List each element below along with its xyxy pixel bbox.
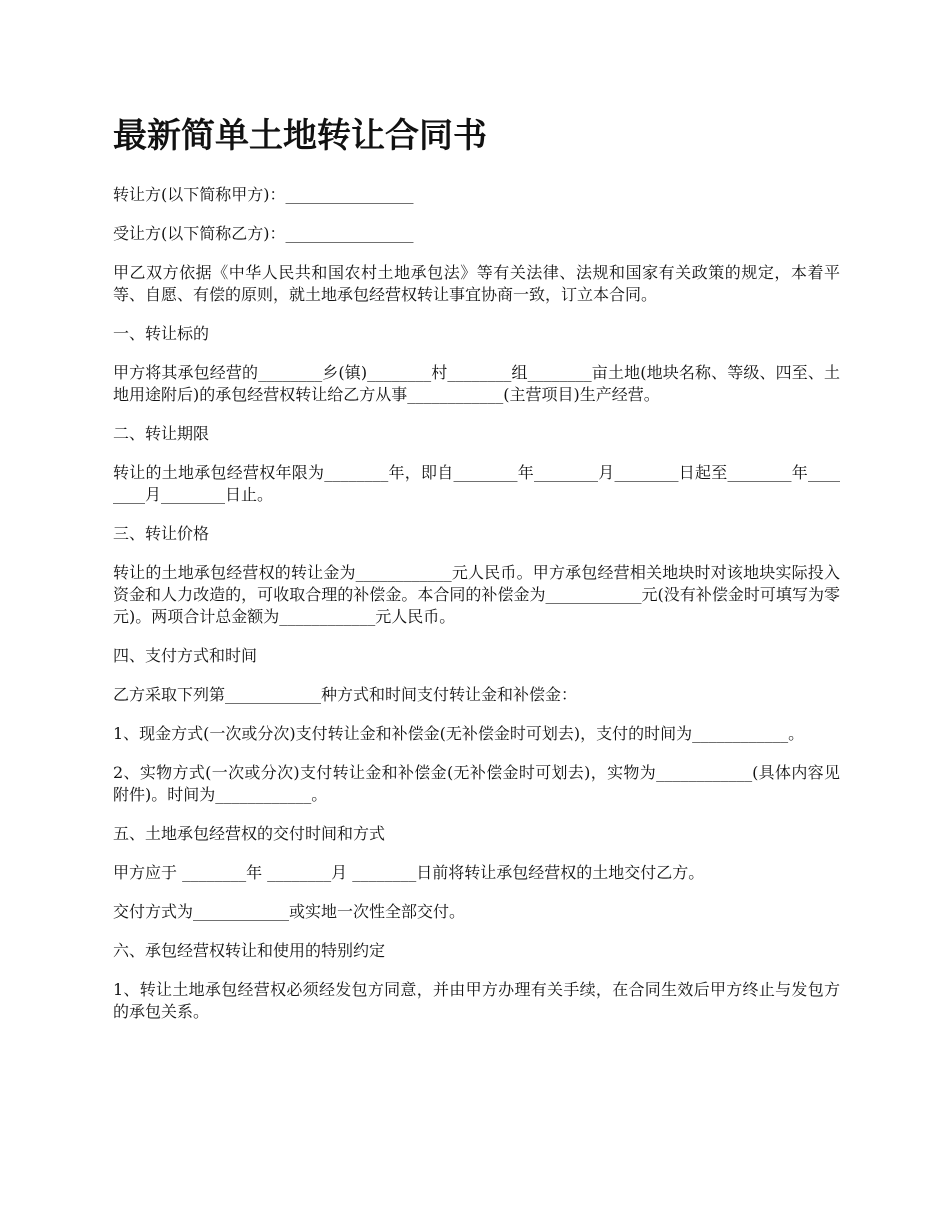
section-paragraph-delivery-method: 交付方式为____________或实地一次性全部交付。 — [113, 902, 466, 921]
section-heading-delivery: 五、土地承包经营权的交付时间和方式 — [113, 824, 386, 843]
preamble-paragraph: 甲乙双方依据《中华人民共和国农村土地承包法》等有关法律、法规和国家有关政策的规定，本着平等、自愿、有偿的原则，就土地承包经营权转让事宜协商一致，订立本合同。 — [113, 263, 840, 304]
section-paragraph-transfer-term: 转让的土地承包经营权年限为________年，即自________年________月________日起至________年________月________日止。 — [113, 463, 840, 504]
section-paragraph-transfer-price: 转让的土地承包经营权的转让金为____________元人民币。甲方承包经营相关地块时对该地块实际投入资金和人力改造的，可收取合理的补偿金。本合同的补偿金为____________元(没有补偿金时可填写为零元)。两项合计总金额为____________元人民币。 — [113, 563, 840, 626]
document-title: 最新简单土地转让合同书 — [113, 116, 487, 156]
section-heading-payment: 四、支付方式和时间 — [113, 646, 258, 665]
section-paragraph-payment-intro: 乙方采取下列第____________种方式和时间支付转让金和补偿金： — [113, 685, 578, 704]
section-paragraph-payment-cash: 1、现金方式(一次或分次)支付转让金和补偿金(无补偿金时可划去)，支付的时间为____________。 — [113, 724, 805, 743]
section-paragraph-special-terms-1: 1、转让土地承包经营权必须经发包方同意，并由甲方办理有关手续，在合同生效后甲方终止与发包方的承包关系。 — [113, 980, 840, 1021]
section-heading-transfer-term: 二、转让期限 — [113, 424, 210, 443]
section-heading-special-terms: 六、承包经营权转让和使用的特别约定 — [113, 941, 386, 960]
section-heading-transfer-subject: 一、转让标的 — [113, 324, 210, 343]
section-heading-transfer-price: 三、转让价格 — [113, 524, 210, 543]
party-b-line: 受让方(以下简称乙方)：________________ — [113, 224, 414, 243]
section-paragraph-delivery-time: 甲方应于 ________年 ________月 ________日前将转让承包经营权的土地交付乙方。 — [113, 863, 705, 882]
section-paragraph-payment-in-kind: 2、实物方式(一次或分次)支付转让金和补偿金(无补偿金时可划去)，实物为____________(具体内容见附件)。时间为____________。 — [113, 763, 840, 804]
document-page — [113, 110, 840, 1040]
party-a-line: 转让方(以下简称甲方)：________________ — [113, 185, 414, 204]
section-paragraph-transfer-subject: 甲方将其承包经营的________乡(镇)________村________组________亩土地(地块名称、等级、四至、土地用途附后)的承包经营权转让给乙方从事____________(主营项目)生产经营。 — [113, 363, 840, 404]
